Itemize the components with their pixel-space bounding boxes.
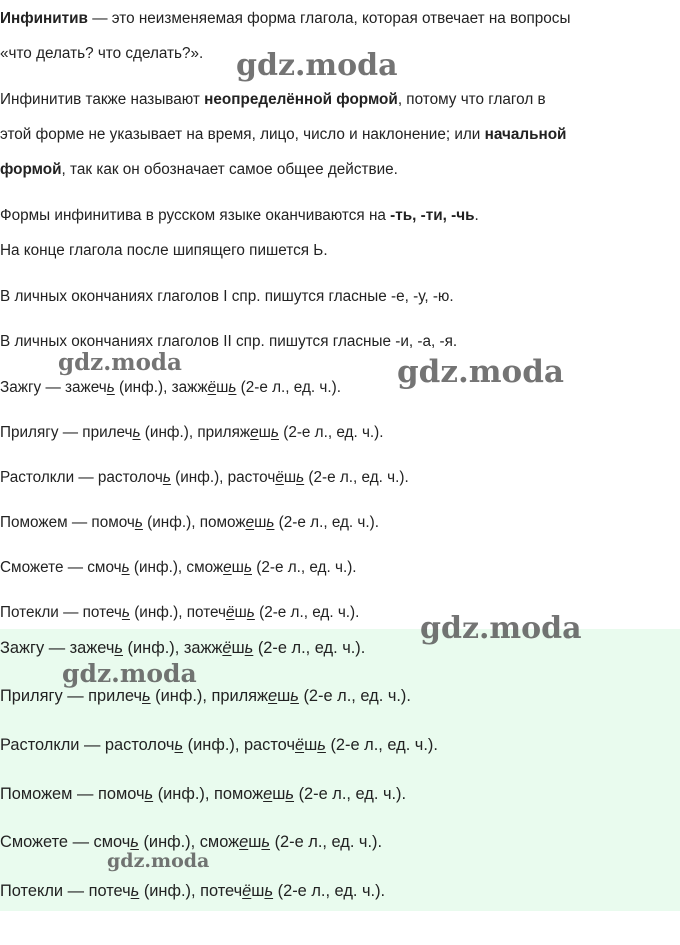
form-stem: расточ <box>243 736 295 754</box>
form-ending: ь <box>243 559 252 576</box>
form-stem: помож <box>199 514 246 531</box>
dash: — <box>72 785 98 803</box>
form-ending: ь <box>290 687 299 705</box>
infinitive-label: (инф.), <box>153 785 214 803</box>
form-stem: приляж <box>197 424 251 441</box>
form-consonant: ш <box>216 379 229 396</box>
form-label: (2-е л., ед. ч.). <box>254 604 360 621</box>
example-word: Растолкли <box>0 469 75 486</box>
dash: — <box>68 833 94 851</box>
form-consonant: ш <box>277 687 291 705</box>
infinitive-stem: потеч <box>82 604 122 621</box>
form-consonant: ш <box>258 424 271 441</box>
form-ending: ь <box>261 833 271 851</box>
dash: — <box>44 639 70 657</box>
text: , так как он обозначает самое общее действие. <box>61 161 398 178</box>
example-word: Поможем <box>0 785 73 803</box>
dash: — <box>58 424 83 441</box>
infinitive-ending: ь <box>114 639 123 657</box>
text: , потому что глагол в <box>397 91 546 108</box>
form-label: (2-е л., ед. ч.). <box>270 833 383 851</box>
infinitive-label: (инф.), <box>129 559 187 576</box>
paragraph-2-line-1 <box>0 90 680 110</box>
infinitive-label: (инф.), <box>114 379 172 396</box>
form-vowel: е <box>223 559 232 576</box>
paragraph-3 <box>0 206 680 226</box>
infinitive-ending: ь <box>130 833 139 851</box>
form-label: (2-е л., ед. ч.). <box>298 687 411 705</box>
paragraph-4: На конце глагола после шипящего пишется Ь. <box>0 242 328 259</box>
example-row <box>0 881 680 901</box>
text: этой форме не указывает на время, лицо, число и наклонение; или <box>0 126 485 143</box>
watermark: gdz.moda <box>58 349 182 376</box>
infinitive-ending: ь <box>142 687 151 705</box>
form-stem: зажж <box>171 379 208 396</box>
form-label: (2-е л., ед. ч.). <box>274 514 379 531</box>
infinitive-stem: смоч <box>87 559 122 576</box>
form-label: (2-е л., ед. ч.). <box>294 785 407 803</box>
paragraph-6: В личных окончаниях глаголов II спр. пишутся гласные -и, -а, -я. <box>0 333 458 350</box>
dash: — <box>79 736 105 754</box>
form-consonant: ш <box>254 514 267 531</box>
bold-term: неопределённой формой <box>204 91 398 108</box>
watermark: gdz.moda <box>236 48 398 83</box>
example-row <box>0 686 680 706</box>
infinitive-ending: ь <box>162 469 171 486</box>
form-consonant: ш <box>231 559 244 576</box>
infinitive-ending: ь <box>121 604 130 621</box>
example-row <box>0 735 680 755</box>
form-consonant: ш <box>248 833 262 851</box>
example-word: Потекли <box>0 882 64 900</box>
form-consonant: ш <box>231 639 245 657</box>
form-vowel: е <box>250 424 259 441</box>
example-row <box>0 423 680 443</box>
dash: — <box>58 604 83 621</box>
infinitive-ending: ь <box>106 379 115 396</box>
dash: — <box>74 469 98 486</box>
form-stem: расточ <box>227 469 276 486</box>
watermark: gdz.moda <box>420 611 582 646</box>
example-row <box>0 558 680 578</box>
infinitive-stem: помоч <box>97 785 145 803</box>
form-consonant: ш <box>283 469 297 486</box>
definition-text: — это неизменяемая форма глагола, которая отвечает на вопросы <box>87 10 571 27</box>
form-ending: ь <box>228 379 237 396</box>
form-consonant: ш <box>272 785 286 803</box>
infinitive-label: (инф.), <box>140 424 198 441</box>
example-word: Зажгу <box>0 379 42 396</box>
infinitive-label: (инф.), <box>170 469 228 486</box>
form-ending: ь <box>246 604 255 621</box>
form-vowel: ё <box>222 639 232 657</box>
form-vowel: ё <box>226 604 235 621</box>
bold-endings: -ть, -ти, -чь <box>390 207 475 224</box>
form-vowel: ё <box>242 882 252 900</box>
infinitive-ending: ь <box>121 559 130 576</box>
text: Инфинитив также называют <box>0 91 205 108</box>
dash: — <box>63 882 89 900</box>
form-stem: смож <box>199 833 240 851</box>
example-word: Сможете <box>0 833 69 851</box>
watermark: gdz.moda <box>107 850 210 872</box>
form-vowel: е <box>245 514 255 531</box>
paragraph-2-line-3 <box>0 160 680 180</box>
paragraph-5: В личных окончаниях глаголов I спр. пишутся гласные -е, -у, -ю. <box>0 288 454 305</box>
infinitive-stem: прилеч <box>82 424 133 441</box>
example-row <box>0 513 680 533</box>
form-label: (2-е л., ед. ч.). <box>325 736 438 754</box>
infinitive-ending: ь <box>134 514 143 531</box>
infinitive-stem: помоч <box>91 514 135 531</box>
form-stem: смож <box>186 559 224 576</box>
form-stem: помож <box>213 785 264 803</box>
text: . <box>474 207 479 224</box>
infinitive-ending: ь <box>132 424 141 441</box>
form-vowel: ё <box>294 736 305 754</box>
form-ending: ь <box>270 424 279 441</box>
form-stem: приляж <box>211 687 269 705</box>
form-consonant: ш <box>234 604 247 621</box>
infinitive-label: (инф.), <box>138 833 200 851</box>
form-stem: потеч <box>200 882 243 900</box>
form-ending: ь <box>244 639 254 657</box>
form-stem: потеч <box>186 604 226 621</box>
form-label: (2-е л., ед. ч.). <box>236 379 341 396</box>
infinitive-stem: растолоч <box>97 469 163 486</box>
term-infinitive: Инфинитив <box>0 10 88 27</box>
infinitive-stem: потеч <box>88 882 131 900</box>
form-label: (2-е л., ед. ч.). <box>273 882 386 900</box>
example-word: Сможете <box>0 559 64 576</box>
form-label: (2-е л., ед. ч.). <box>252 559 357 576</box>
infinitive-label: (инф.), <box>123 639 184 657</box>
infinitive-stem: зажеч <box>65 379 107 396</box>
form-label: (2-е л., ед. ч.). <box>304 469 409 486</box>
bold-term: формой <box>0 161 62 178</box>
form-vowel: ё <box>207 379 217 396</box>
text: Формы инфинитива в русском языке оканчиваются на <box>0 207 391 224</box>
paragraph-2-line-2 <box>0 125 680 145</box>
infinitive-label: (инф.), <box>150 687 212 705</box>
definition-line-2: «что делать? что сделать?». <box>0 45 204 62</box>
example-row <box>0 378 680 398</box>
watermark: gdz.moda <box>397 354 564 390</box>
infinitive-label: (инф.), <box>139 882 201 900</box>
infinitive-stem: прилеч <box>88 687 142 705</box>
infinitive-label: (инф.), <box>183 736 244 754</box>
watermark: gdz.moda <box>62 659 197 688</box>
infinitive-stem: растолоч <box>104 736 175 754</box>
example-row <box>0 784 680 804</box>
form-ending: ь <box>285 785 295 803</box>
form-vowel: е <box>239 833 249 851</box>
form-ending: ь <box>264 882 274 900</box>
example-row <box>0 468 680 488</box>
infinitive-stem: зажеч <box>69 639 115 657</box>
form-vowel: ё <box>275 469 284 486</box>
example-row <box>0 832 680 852</box>
infinitive-ending: ь <box>144 785 154 803</box>
form-label: (2-е л., ед. ч.). <box>278 424 384 441</box>
form-vowel: е <box>268 687 278 705</box>
infinitive-ending: ь <box>130 882 140 900</box>
example-word: Потекли <box>0 604 59 621</box>
definition-line-1 <box>0 9 680 29</box>
dash: — <box>63 559 88 576</box>
bold-term: начальной <box>484 126 567 143</box>
form-ending: ь <box>317 736 326 754</box>
infinitive-stem: смоч <box>93 833 131 851</box>
form-ending: ь <box>266 514 275 531</box>
infinitive-ending: ь <box>174 736 184 754</box>
form-stem: зажж <box>183 639 223 657</box>
dash: — <box>41 379 66 396</box>
form-ending: ь <box>296 469 305 486</box>
example-word: Зажгу <box>0 639 45 657</box>
infinitive-label: (инф.), <box>142 514 200 531</box>
dash: — <box>62 687 89 705</box>
form-consonant: ш <box>251 882 265 900</box>
example-word: Прилягу <box>0 424 59 441</box>
example-word: Поможем <box>0 514 68 531</box>
dash: — <box>67 514 92 531</box>
example-word: Растолкли <box>0 736 80 754</box>
infinitive-label: (инф.), <box>129 604 187 621</box>
form-vowel: е <box>263 785 273 803</box>
form-consonant: ш <box>304 736 318 754</box>
form-label: (2-е л., ед. ч.). <box>253 639 366 657</box>
example-word: Прилягу <box>0 687 63 705</box>
